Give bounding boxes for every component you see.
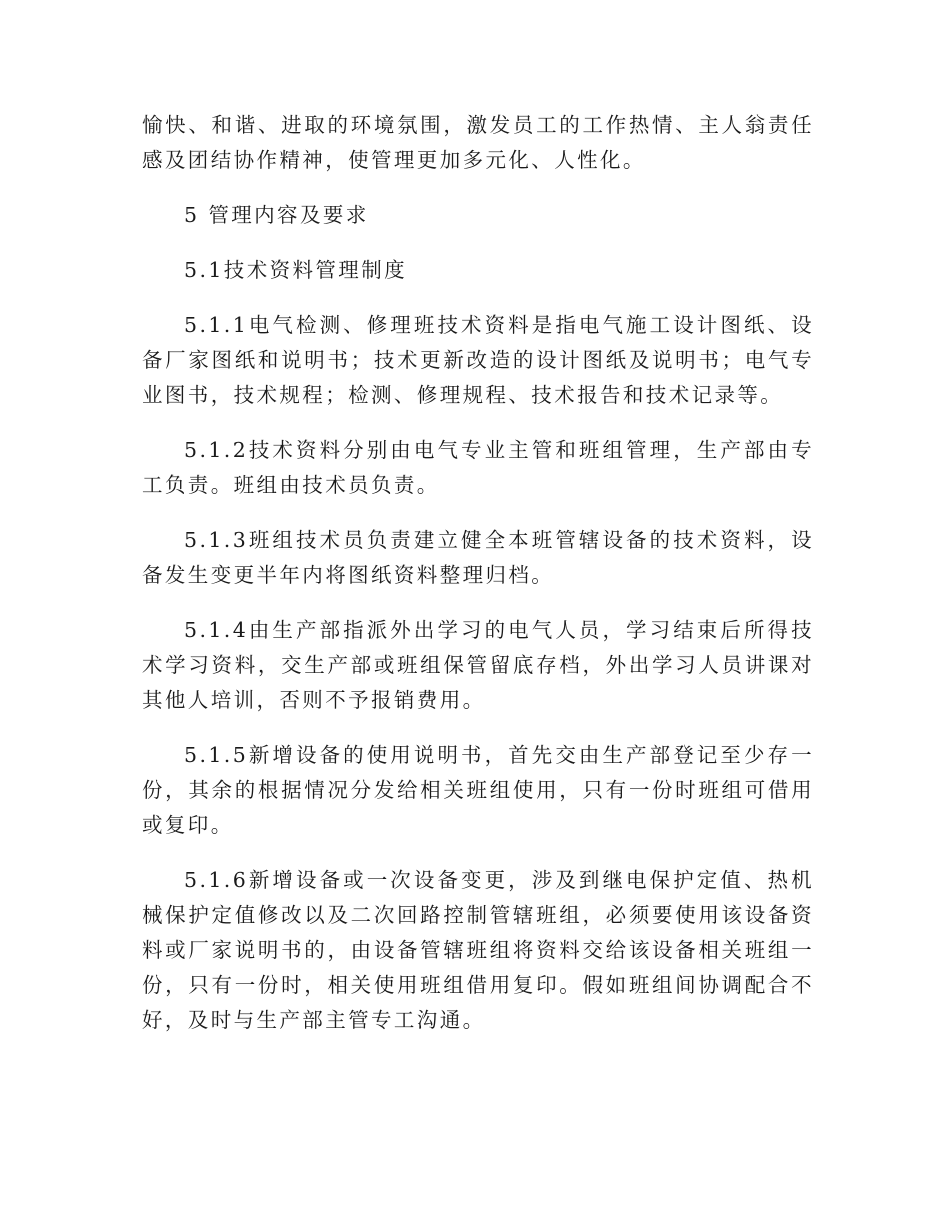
paragraph-clause-5-1-4: 5.1.4由生产部指派外出学习的电气人员，学习结束后所得技术学习资料，交生产部或班组保管留底存档，外出学习人员讲课对其他人培训，否则不予报销费用。 — [142, 618, 814, 712]
paragraph-clause-5-1-2: 5.1.2技术资料分别由电气专业主管和班组管理，生产部由专工负责。班组由技术员负责。 — [142, 438, 814, 497]
heading-section-5: 5 管理内容及要求 — [184, 203, 369, 227]
paragraph-clause-5-1-1: 5.1.1电气检测、修理班技术资料是指电气施工设计图纸、设备厂家图纸和说明书；技术更新改造的设计图纸及说明书；电气专业图书，技术规程；检测、修理规程、技术报告和技术记录等。 — [142, 313, 814, 407]
paragraph-clause-5-1-3: 5.1.3班组技术员负责建立健全本班管辖设备的技术资料，设备发生变更半年内将图纸资料整理归档。 — [142, 528, 814, 587]
heading-section-5-1: 5.1技术资料管理制度 — [184, 258, 408, 282]
paragraph-clause-5-1-6: 5.1.6新增设备或一次设备变更，涉及到继电保护定值、热机械保护定值修改以及二次回路控制管辖班组，必须要使用该设备资料或厂家说明书的，由设备管辖班组将资料交给该设备相关班组一份，只有一份时，相关使用班组借用复印。假如班组间协调配合不好，及时与生产部主管专工沟通。 — [142, 868, 814, 1032]
paragraph-clause-5-1-5: 5.1.5新增设备的使用说明书，首先交由生产部登记至少存一份，其余的根据情况分发给相关班组使用，只有一份时班组可借用或复印。 — [142, 743, 814, 837]
paragraph-continuation: 愉快、和谐、进取的环境氛围，激发员工的工作热情、主人翁责任感及团结协作精神，使管理更加多元化、人性化。 — [142, 113, 814, 172]
document-body — [142, 108, 814, 1058]
